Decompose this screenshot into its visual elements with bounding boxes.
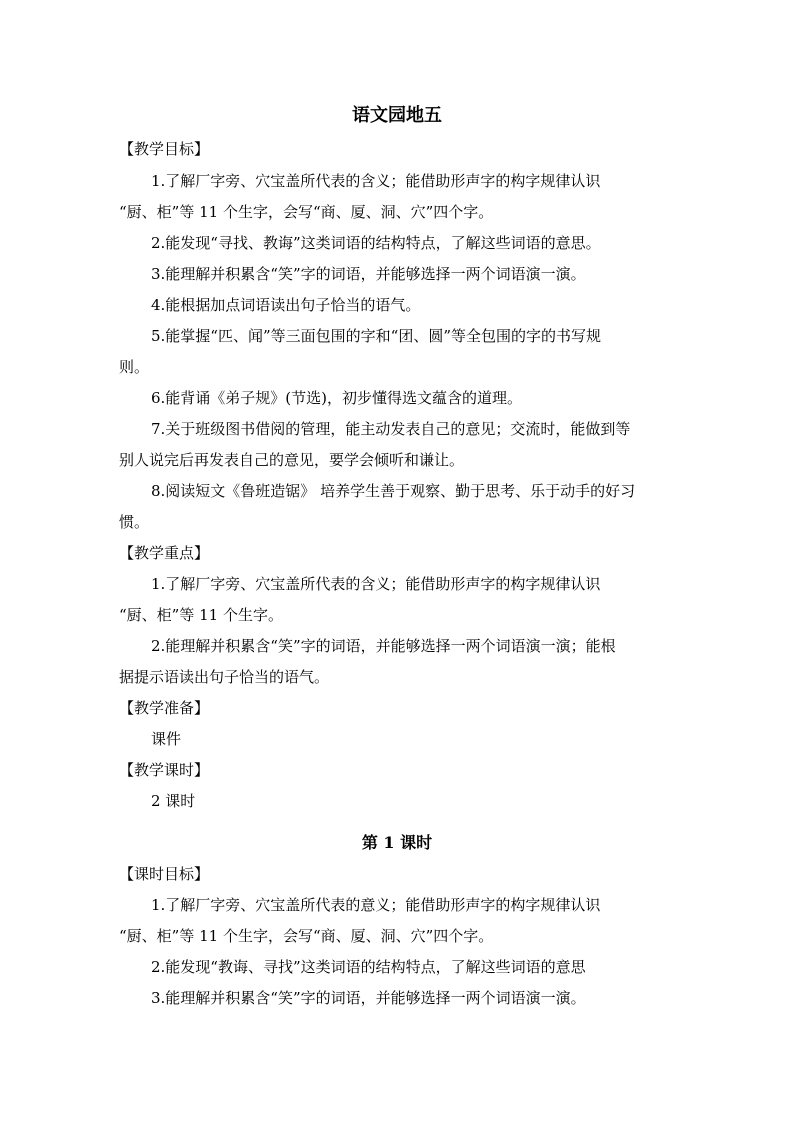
focus-line: 1.了解厂字旁、穴宝盖所代表的含义；能借助形声字的构字规律认识	[151, 575, 601, 593]
goal-line: 2.能发现“寻找、教诲”这类词语的结构特点，了解这些词语的意思。	[151, 234, 601, 252]
lesson-line: 1.了解厂字旁、穴宝盖所代表的意义；能借助形声字的构字规律认识	[151, 896, 601, 914]
lesson-line: 2.能发现“教诲、寻找”这类词语的结构特点，了解这些词语的意思	[151, 958, 586, 976]
focus-line: 据提示语读出句子恰当的语气。	[119, 668, 330, 686]
focus-line: “厨、柜”等 11 个生字。	[119, 606, 283, 624]
lesson-title: 第 1 课时	[361, 833, 433, 852]
focus-line: 2.能理解并积累含“笑”字的词语，并能够选择一两个词语演一演；能根	[151, 637, 616, 655]
prep-line: 课件	[151, 730, 182, 748]
lesson-line: “厨、柜”等 11 个生字，会写“商、厦、洞、穴”四个字。	[119, 927, 494, 945]
goal-line: 4.能根据加点词语读出句子恰当的语气。	[151, 296, 421, 314]
lesson-heading: 【课时目标】	[119, 865, 210, 883]
goal-line: 则。	[119, 358, 150, 376]
goal-line: “厨、柜”等 11 个生字，会写“商、厦、洞、穴”四个字。	[119, 203, 494, 221]
document-title: 语文园地五	[352, 105, 442, 126]
section-heading-prep: 【教学准备】	[119, 699, 210, 717]
goal-line: 惯。	[119, 513, 150, 531]
goal-line: 1.了解厂字旁、穴宝盖所代表的含义；能借助形声字的构字规律认识	[151, 172, 601, 190]
section-heading-goals: 【教学目标】	[119, 140, 210, 158]
section-heading-hours: 【教学课时】	[119, 761, 210, 779]
goal-line: 5.能掌握“匹、闻”等三面包围的字和“团、圆”等全包围的字的书写规	[151, 327, 601, 345]
section-heading-focus: 【教学重点】	[119, 544, 210, 562]
goal-line: 8.阅读短文《鲁班造锯》 培养学生善于观察、勤于思考、乐于动手的好习	[151, 482, 636, 500]
goal-line: 7.关于班级图书借阅的管理，能主动发表自己的意见；交流时，能做到等	[151, 420, 631, 438]
goal-line: 3.能理解并积累含“笑”字的词语，并能够选择一两个词语演一演。	[151, 265, 586, 283]
goal-line: 6.能背诵《弟子规》(节选)，初步懂得选文蕴含的道理。	[151, 389, 523, 407]
lesson-line: 3.能理解并积累含“笑”字的词语，并能够选择一两个词语演一演。	[151, 989, 586, 1007]
hours-line: 2 课时	[151, 792, 196, 810]
goal-line: 别人说完后再发表自己的意见，要学会倾听和谦让。	[119, 451, 465, 469]
